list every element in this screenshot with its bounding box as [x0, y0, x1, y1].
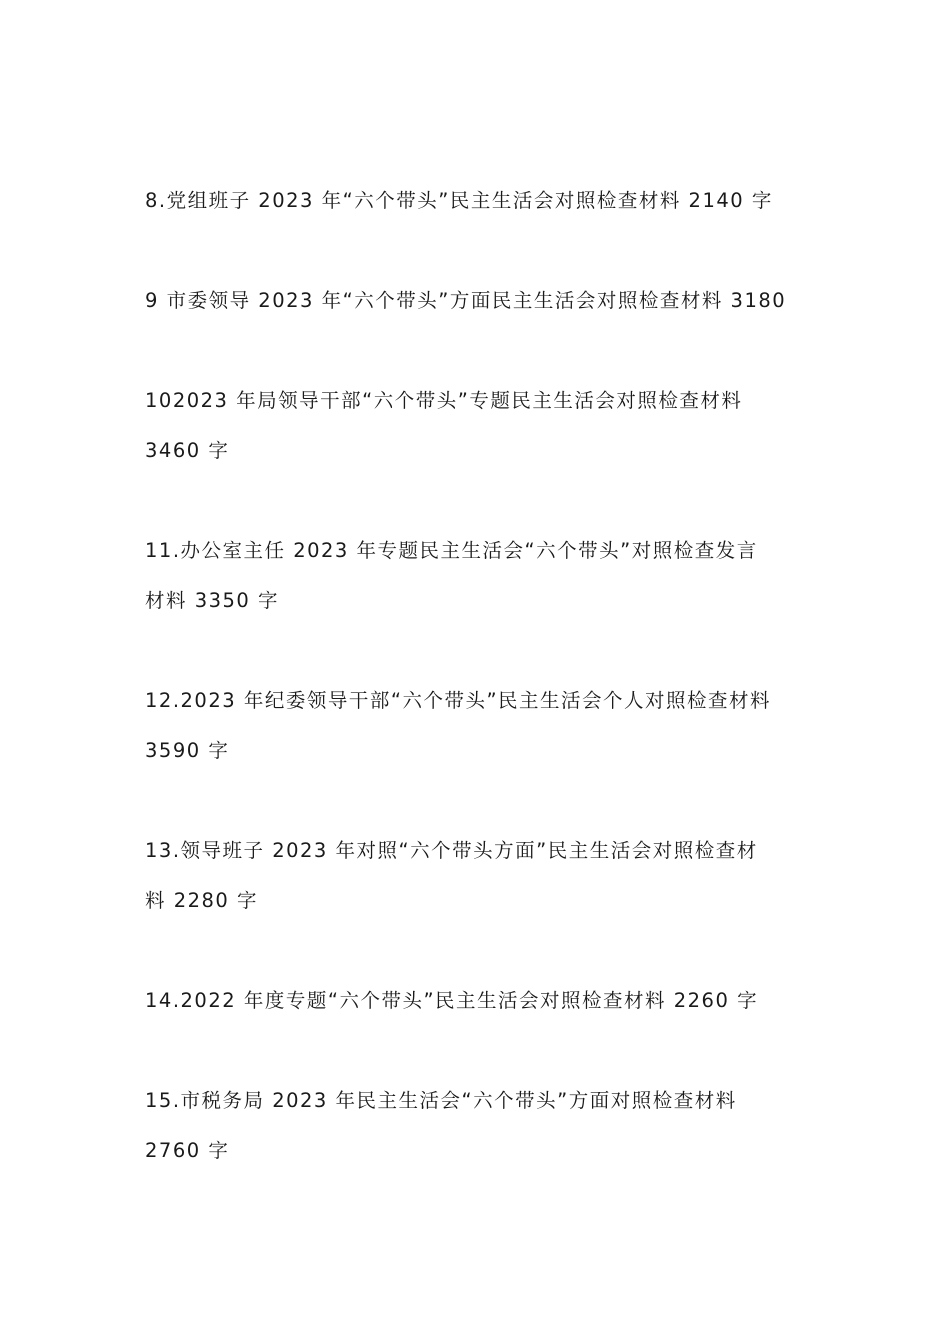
list-item-line: 14.2022 年度专题“六个带头”民主生活会对照检查材料 2260 字: [145, 989, 759, 1012]
list-item-line: 3590 字: [145, 739, 230, 762]
list-item-line: 11.办公室主任 2023 年专题民主生活会“六个带头”对照检查发言: [145, 539, 758, 562]
list-item-13: [145, 826, 810, 926]
list-item-11: [145, 526, 810, 626]
list-item-line: 3460 字: [145, 439, 230, 462]
list-item-line: 料 2280 字: [145, 889, 259, 912]
list-item-9: [145, 276, 810, 326]
list-item-line: 9 市委领导 2023 年“六个带头”方面民主生活会对照检查材料 3180: [145, 289, 787, 312]
list-item-12: [145, 676, 810, 776]
list-item-line: 102023 年局领导干部“六个带头”专题民主生活会对照检查材料: [145, 389, 743, 412]
list-item-10: [145, 376, 810, 476]
list-item-line: 13.领导班子 2023 年对照“六个带头方面”民主生活会对照检查材: [145, 839, 758, 862]
list-item-14: [145, 976, 810, 1026]
list-item-line: 15.市税务局 2023 年民主生活会“六个带头”方面对照检查材料: [145, 1089, 737, 1112]
list-item-line: 12.2023 年纪委领导干部“六个带头”民主生活会个人对照检查材料: [145, 689, 772, 712]
list-item-line: 2760 字: [145, 1139, 230, 1162]
document-list: [145, 176, 810, 1226]
list-item-8: [145, 176, 810, 226]
list-item-line: 材料 3350 字: [145, 589, 280, 612]
list-item-15: [145, 1076, 810, 1176]
list-item-line: 8.党组班子 2023 年“六个带头”民主生活会对照检查材料 2140 字: [145, 189, 773, 212]
